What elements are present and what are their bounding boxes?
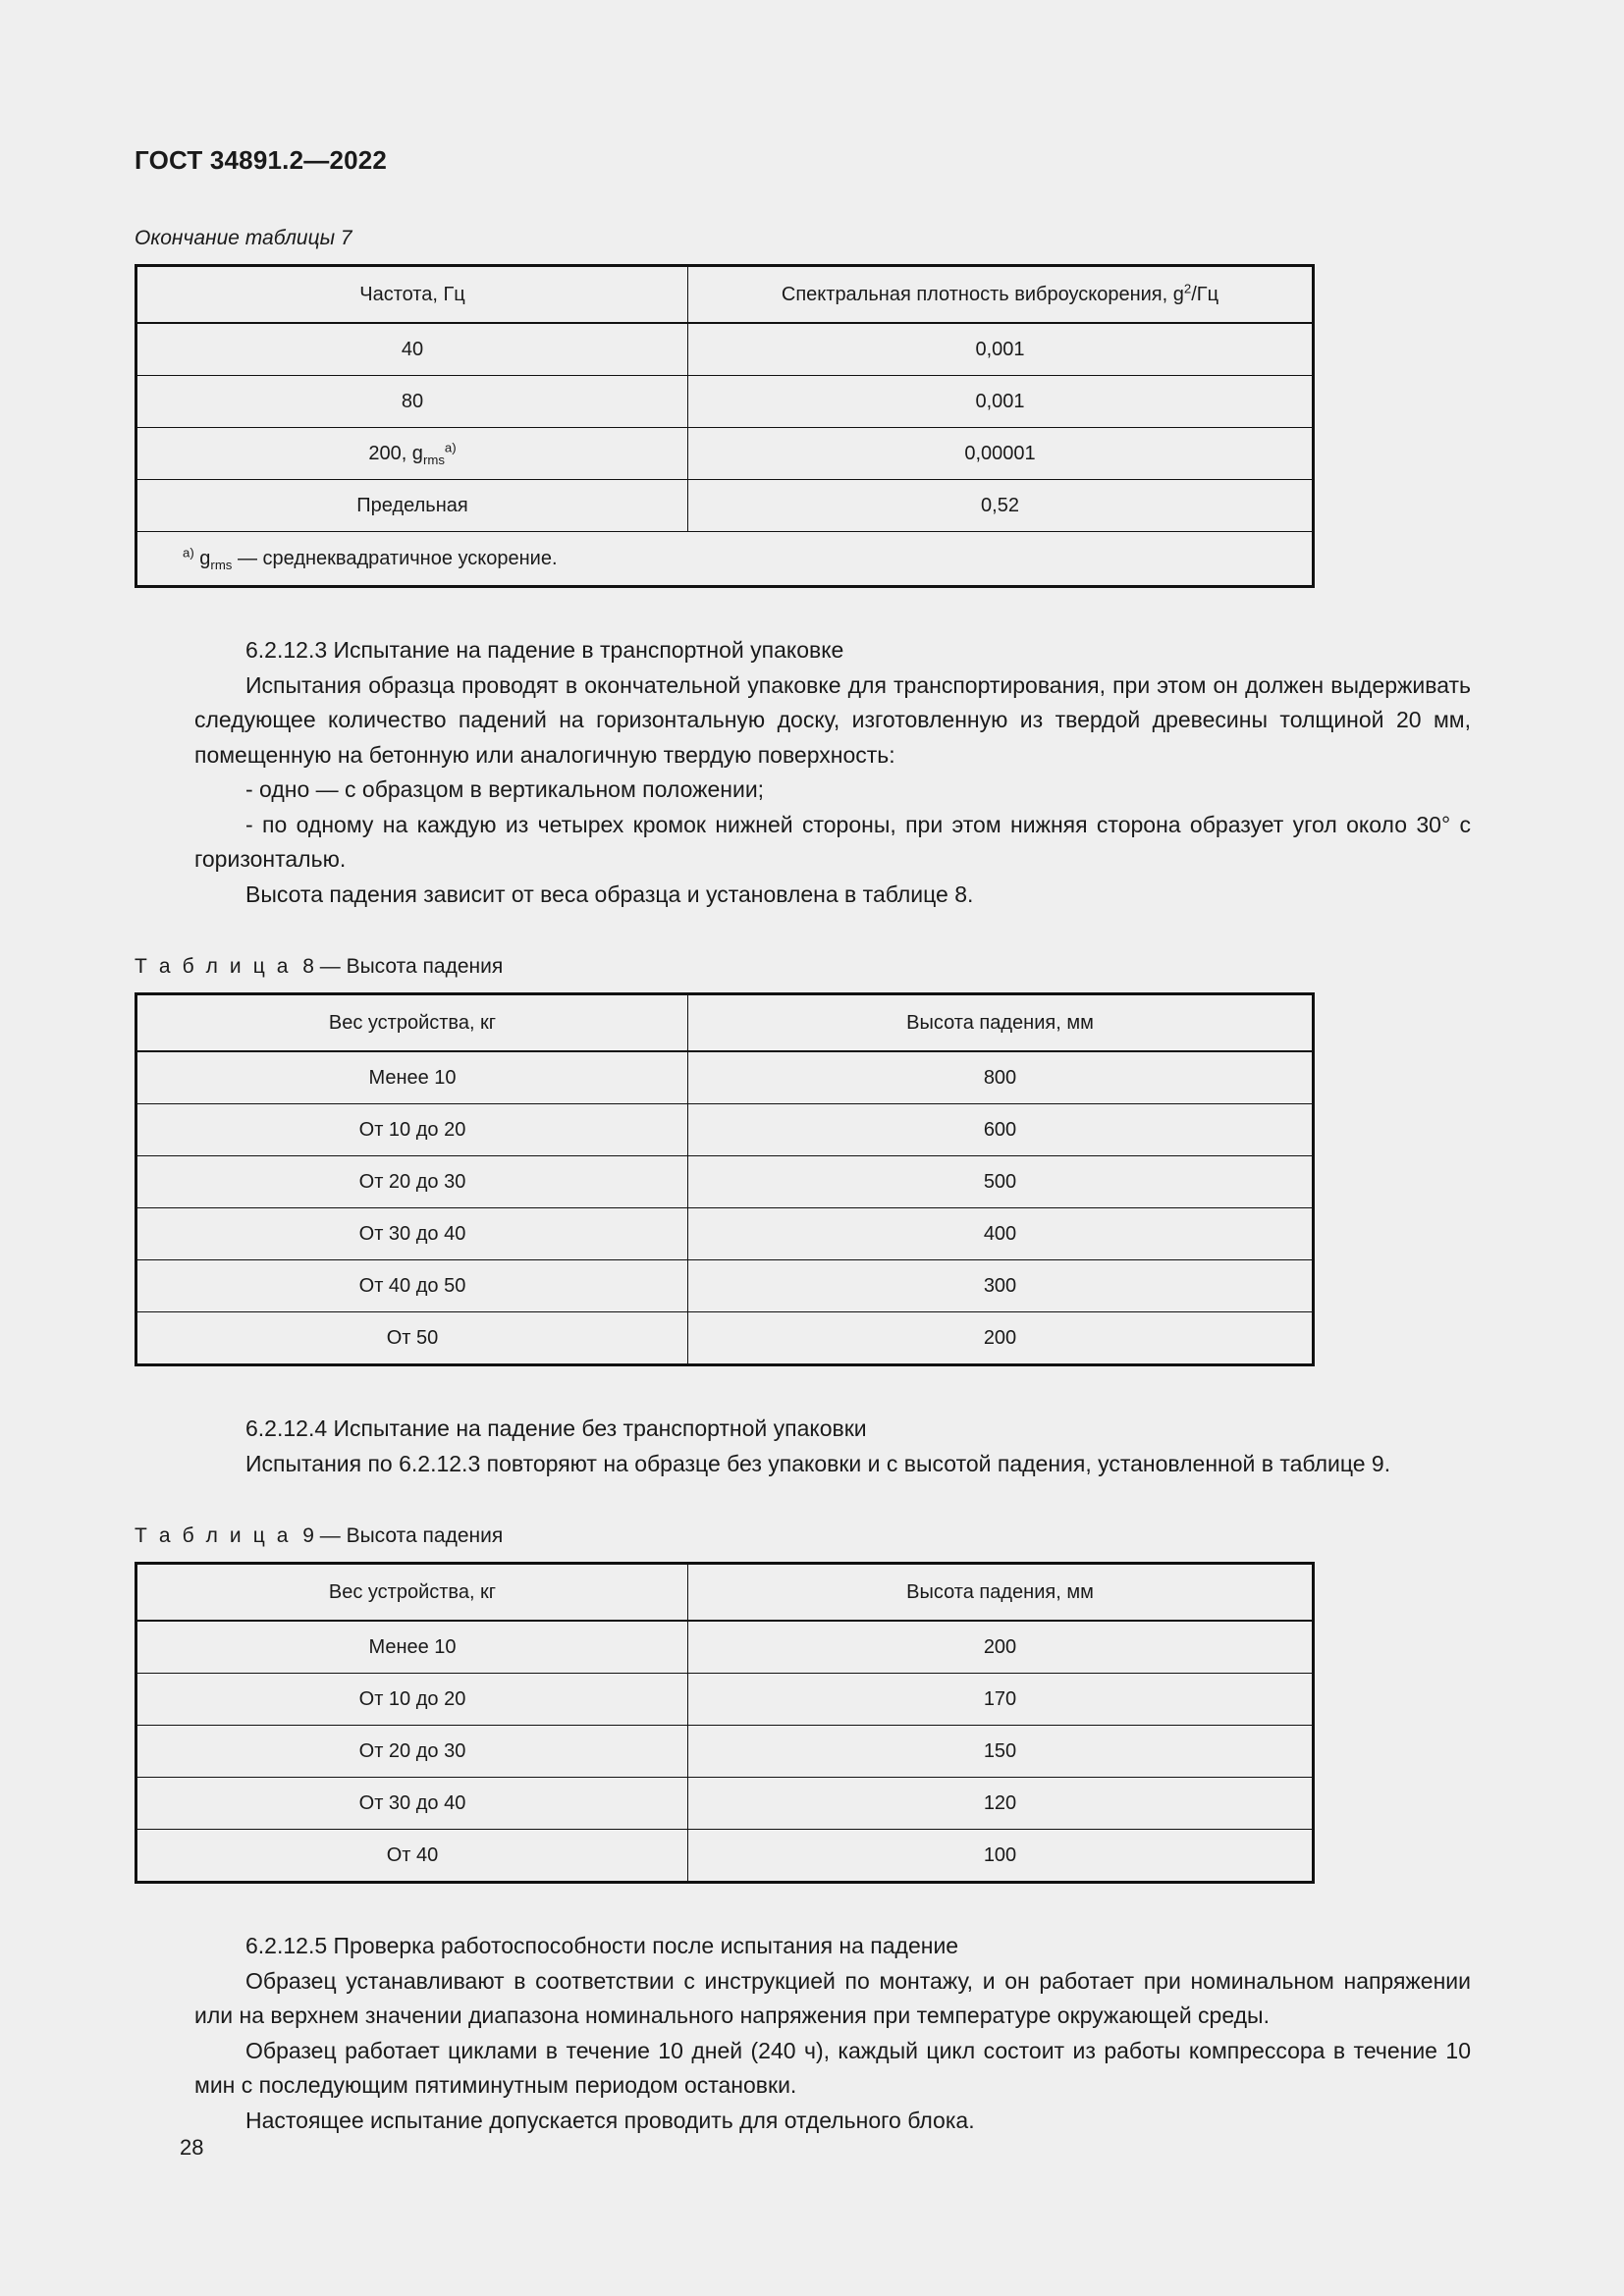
- table7-footnote-symbol-sub: rms: [210, 557, 233, 572]
- table7-cell-density: 0,001: [688, 323, 1314, 376]
- table8-cell-weight: От 40 до 50: [136, 1260, 688, 1312]
- table-row: [136, 1260, 1314, 1312]
- table7-cell-density: 0,52: [688, 480, 1314, 532]
- table8-caption-title: — Высота падения: [319, 955, 504, 978]
- section-6-2-12-3-bullet-2: - по одному на каждую из четырех кромок нижней стороны, при этом нижняя сторона образует угол около 30° с горизонталью.: [194, 811, 1471, 872]
- table9-cell-height: 120: [688, 1778, 1314, 1830]
- table-row: [136, 1208, 1314, 1260]
- section-6-2-12-5-paragraph-1: Образец устанавливают в соответствии с инструкцией по монтажу, и он работает при номинальном напряжении или на верхнем значении диапазона номинального напряжения при температуре окружающей среды.: [194, 1967, 1471, 2028]
- table7-cell-frequency: 80: [136, 376, 688, 428]
- table-row: [136, 323, 1314, 376]
- table7-cell-frequency-sub: rms: [422, 452, 445, 467]
- page-content: [135, 0, 1471, 2138]
- table8-cell-height: 200: [688, 1312, 1314, 1365]
- table8-cell-height: 300: [688, 1260, 1314, 1312]
- table9-col-weight: Вес устройства, кг: [136, 1564, 688, 1622]
- table-row: [136, 1674, 1314, 1726]
- page-number: 28: [180, 2135, 204, 2160]
- table9-caption-title: — Высота падения: [319, 1524, 504, 1547]
- table8-cell-weight: От 20 до 30: [136, 1156, 688, 1208]
- table9-cell-weight: От 30 до 40: [136, 1778, 688, 1830]
- table-row: [136, 428, 1314, 480]
- table9-caption: [135, 1524, 1471, 1548]
- table9-cell-weight: От 10 до 20: [136, 1674, 688, 1726]
- table9-cell-weight: Менее 10: [136, 1621, 688, 1674]
- table-header-row: [136, 266, 1314, 324]
- table8-cell-height: 800: [688, 1051, 1314, 1104]
- table8-col-height: Высота падения, мм: [688, 994, 1314, 1052]
- table-8: [135, 992, 1315, 1366]
- table-header-row: [136, 1564, 1314, 1622]
- table7-footnote-marker: a): [183, 544, 194, 560]
- table8-col-weight: Вес устройства, кг: [136, 994, 688, 1052]
- table8-caption: [135, 955, 1471, 979]
- section-6-2-12-3-paragraph: Испытания образца проводят в окончательной упаковке для транспортирования, при этом он должен выдерживать следующее количество падений на горизонтальную доску, изготовленную из твердой древесины толщиной 20 мм, помещенную на бетонную или аналогичную твердую поверхность:: [194, 671, 1471, 768]
- section-6-2-12-5-paragraph-3: Настоящее испытание допускается проводить для отдельного блока.: [245, 2107, 975, 2133]
- document-standard-header: ГОСТ 34891.2—2022: [135, 145, 388, 175]
- table8-body: [136, 1051, 1314, 1365]
- table8-head: [136, 994, 1314, 1052]
- table7-col-density: [688, 266, 1314, 324]
- table-row: [136, 480, 1314, 532]
- table7-cell-frequency-prefix: 200, g: [368, 442, 423, 464]
- table-row: [136, 1621, 1314, 1674]
- table9-cell-height: 100: [688, 1830, 1314, 1883]
- table-row: [136, 376, 1314, 428]
- table-row: [136, 1104, 1314, 1156]
- table9-cell-height: 200: [688, 1621, 1314, 1674]
- table8-cell-weight: От 50: [136, 1312, 688, 1365]
- table7-cell-density: 0,001: [688, 376, 1314, 428]
- table9-cell-height: 150: [688, 1726, 1314, 1778]
- table7-body: [136, 323, 1314, 587]
- table7-cell-frequency: [136, 428, 688, 480]
- table-row: [136, 1156, 1314, 1208]
- section-6-2-12-3-heading: 6.2.12.3 Испытание на падение в транспортной упаковке: [245, 637, 844, 663]
- table7-col-density-prefix: Спектральная плотность виброускорения, g: [781, 283, 1184, 305]
- table7-col-density-suffix: /Гц: [1191, 283, 1219, 305]
- table-row: [136, 1312, 1314, 1365]
- table-row: [136, 1778, 1314, 1830]
- table7-head: [136, 266, 1314, 324]
- table8-cell-weight: От 10 до 20: [136, 1104, 688, 1156]
- table9-caption-number: 9: [302, 1524, 314, 1547]
- table8-caption-label: Т а б л и ц а: [135, 955, 292, 978]
- table7-cell-frequency: 40: [136, 323, 688, 376]
- section-6-2-12-4-paragraph: Испытания по 6.2.12.3 повторяют на образце без упаковки и с высотой падения, установленной в таблице 9.: [245, 1450, 1391, 1476]
- table7-cell-frequency-footnote-marker: a): [444, 439, 457, 454]
- table7-cell-density: 0,00001: [688, 428, 1314, 480]
- table9-cell-height: 170: [688, 1674, 1314, 1726]
- table8-cell-weight: Менее 10: [136, 1051, 688, 1104]
- table-row: [136, 1726, 1314, 1778]
- section-6-2-12-5-heading: 6.2.12.5 Проверка работоспособности после испытания на падение: [245, 1933, 959, 1958]
- table7-footnote-text: — среднеквадратичное ускорение.: [232, 547, 558, 569]
- table7-caption: Окончание таблицы 7: [135, 227, 352, 249]
- table7-footnote: [136, 532, 1314, 587]
- table-row: [136, 1051, 1314, 1104]
- table8-cell-height: 600: [688, 1104, 1314, 1156]
- table9-head: [136, 1564, 1314, 1622]
- table7-col-density-sup: 2: [1183, 280, 1192, 295]
- table9-body: [136, 1621, 1314, 1883]
- table8-cell-height: 400: [688, 1208, 1314, 1260]
- table8-caption-number: 8: [302, 955, 314, 978]
- table8-cell-height: 500: [688, 1156, 1314, 1208]
- table-footnote-row: [136, 532, 1314, 587]
- section-6-2-12-3-bullet-1: - одно — с образцом в вертикальном положении;: [245, 776, 765, 802]
- table-header-row: [136, 994, 1314, 1052]
- table7-cell-frequency: Предельная: [136, 480, 688, 532]
- table-7: [135, 264, 1315, 588]
- table7-col-frequency: Частота, Гц: [136, 266, 688, 324]
- table-9: [135, 1562, 1315, 1884]
- section-6-2-12-4-heading: 6.2.12.4 Испытание на падение без транспортной упаковки: [245, 1415, 867, 1441]
- section-6-2-12-5-paragraph-2: Образец работает циклами в течение 10 дней (240 ч), каждый цикл состоит из работы компрессора в течение 10 мин с последующим пятиминутным периодом остановки.: [194, 2037, 1471, 2098]
- table9-col-height: Высота падения, мм: [688, 1564, 1314, 1622]
- table9-cell-weight: От 20 до 30: [136, 1726, 688, 1778]
- table-row: [136, 1830, 1314, 1883]
- table9-caption-label: Т а б л и ц а: [135, 1524, 292, 1547]
- table9-cell-weight: От 40: [136, 1830, 688, 1883]
- table7-footnote-symbol: g: [199, 547, 211, 569]
- section-6-2-12-3-closing: Высота падения зависит от веса образца и установлена в таблице 8.: [245, 881, 974, 907]
- table8-cell-weight: От 30 до 40: [136, 1208, 688, 1260]
